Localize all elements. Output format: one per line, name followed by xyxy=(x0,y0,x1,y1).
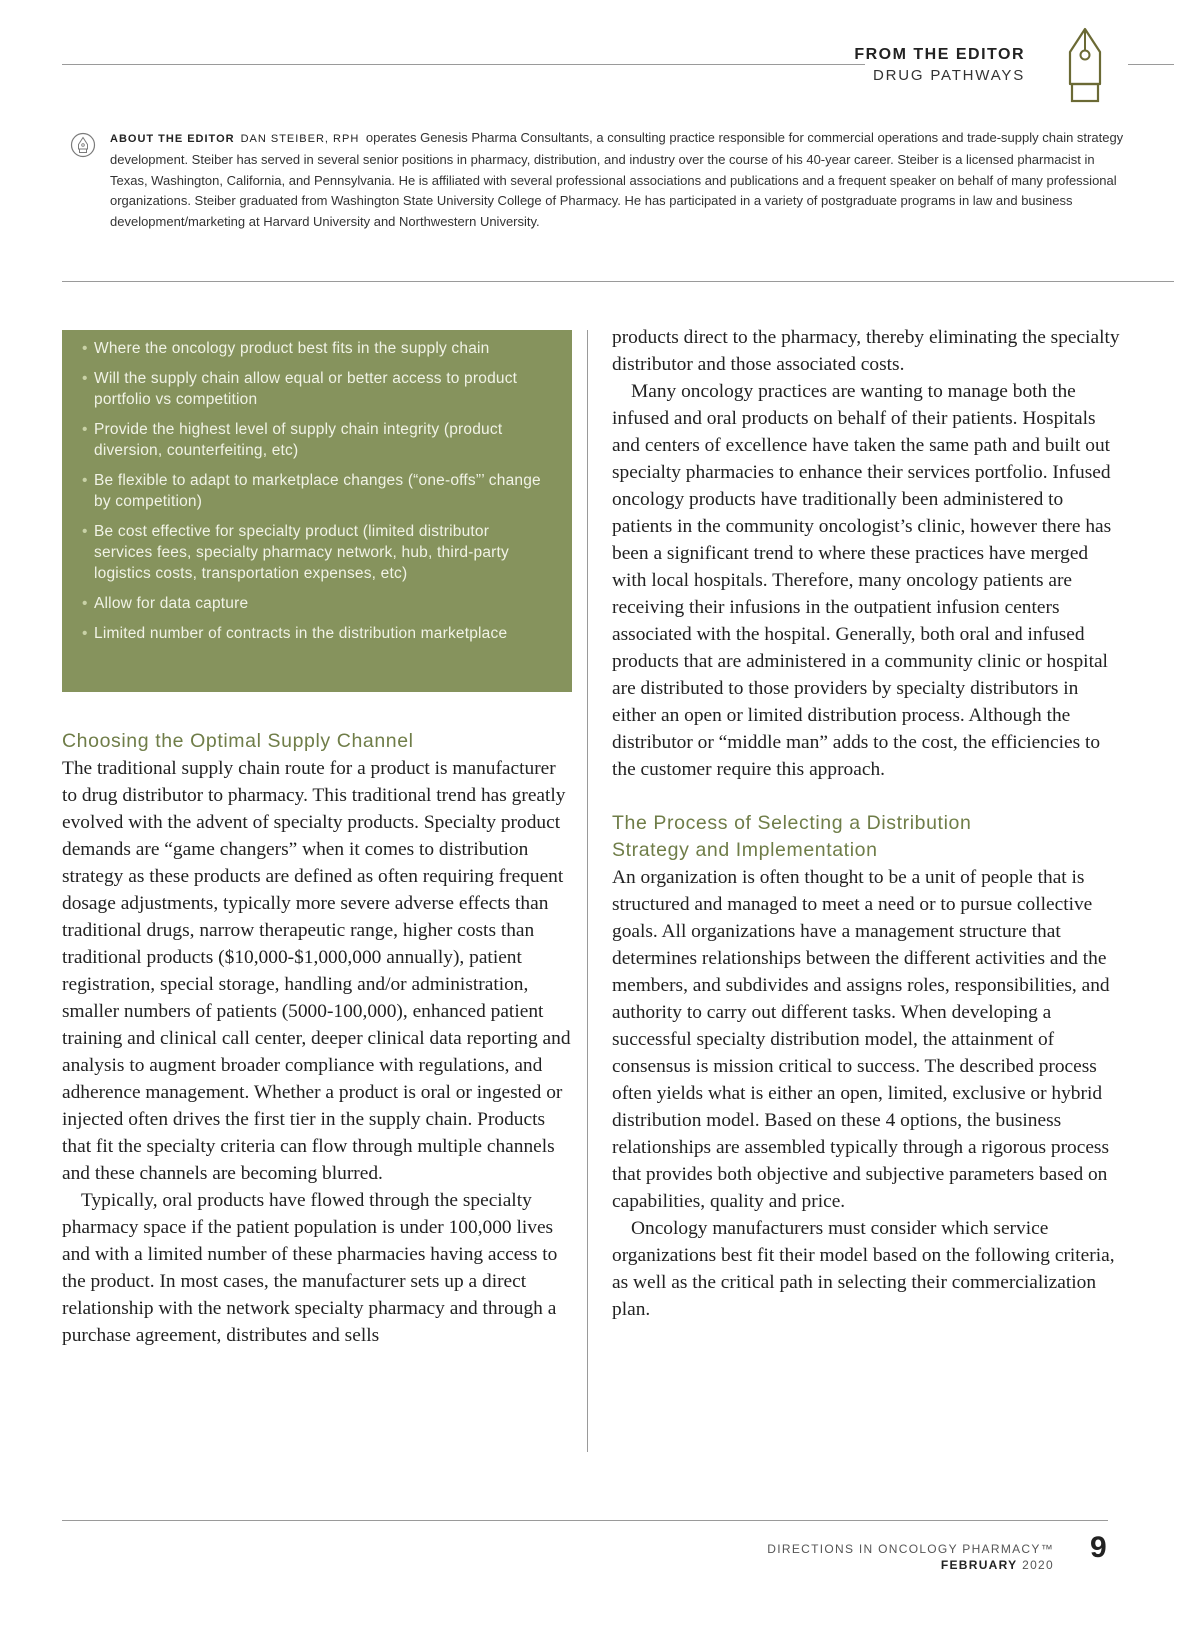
section-title: FROM THE EDITOR xyxy=(854,46,1025,63)
section-header xyxy=(854,46,1025,84)
section-heading-supply-channel: Choosing the Optimal Supply Channel xyxy=(62,730,414,752)
section-heading-distribution-strategy xyxy=(612,810,1122,864)
column-divider xyxy=(587,330,588,1452)
criteria-item: • Where the oncology product best fits in the supply chain xyxy=(82,338,552,359)
publication-name: DIRECTIONS IN ONCOLOGY PHARMACY™ xyxy=(767,1542,1054,1556)
right-column xyxy=(612,324,1122,1323)
footer-publication xyxy=(767,1541,1054,1573)
header-rule-right xyxy=(1128,64,1174,65)
about-the-editor xyxy=(110,128,1130,233)
criteria-item: • Provide the highest level of supply chain integrity (product diversion, counterfeiting, etc) xyxy=(82,419,552,461)
criteria-sidebar-box xyxy=(62,330,572,692)
criteria-list xyxy=(82,338,552,644)
body-paragraph: products direct to the pharmacy, thereby eliminating the specialty distributor and those associated costs. xyxy=(612,327,1120,375)
heading-line: Strategy and Implementation xyxy=(612,839,878,861)
editor-badge-icon xyxy=(70,132,96,158)
body-paragraph: The traditional supply chain route for a product is manufacturer to drug distributor to pharmacy. This traditional trend has greatly evolved with the advent of specialty products. Specialty product demands are “game changers” when it comes to distribution strategy as these products are defined as often requiring frequent dosage adjustments, typically more severe adverse effects than traditional drugs, narrow therapeutic range, higher costs than traditional products ($10,000-$1,000,000 annually), patient registration, special storage, handling and/or administration, smaller numbers of patients (5000-100,000), enhanced patient training and clinical call center, deeper clinical data reporting and analysis to augment broader compliance with regulations, and adherence management. Whether a product is oral or ingested or injected often drives the first tier in the supply chain. Products that fit the specialty criteria can flow through multiple channels and these channels are becoming blurred. xyxy=(62,758,571,1184)
criteria-item: • Limited number of contracts in the distribution marketplace xyxy=(82,623,552,644)
section-subtitle: DRUG PATHWAYS xyxy=(872,67,1025,84)
pen-nib-logo-icon xyxy=(1060,26,1110,104)
body-paragraph: Oncology manufacturers must consider which service organizations best fit their model based on the following criteria, as well as the critical path in selecting their commercialization plan. xyxy=(612,1218,1115,1320)
body-paragraph: Typically, oral products have flowed through the specialty pharmacy space if the patient population is under 100,000 lives and with a limited number of these pharmacies having access to the product. In most cases, the manufacturer sets up a direct relationship with the network specialty pharmacy and through a purchase agreement, distributes and sells xyxy=(62,1190,558,1346)
criteria-item: • Will the supply chain allow equal or better access to product portfolio vs competition xyxy=(82,368,552,410)
criteria-item: • Allow for data capture xyxy=(82,593,552,614)
issue-year: 2020 xyxy=(1022,1558,1054,1572)
issue-month: FEBRUARY xyxy=(940,1558,1018,1572)
editor-name: DAN STEIBER, RPH xyxy=(240,133,360,145)
body-paragraph: An organization is often thought to be a unit of people that is structured and managed to meet a need or to pursue collective goals. All organizations have a management structure that determines relationships between the different activities and the members, and subdivides and assigns roles, responsibilities, and authority to carry out different tasks. When developing a successful specialty distribution model, the attainment of consensus is mission critical to success. The described process often yields what is either an open, limited, exclusive or hybrid distribution model. Based on these 4 options, the business relationships are assembled typically through a rigorous process that provides both objective and subjective parameters based on capabilities, quality and price. xyxy=(612,867,1110,1212)
about-rule xyxy=(62,281,1174,282)
footer-rule xyxy=(62,1520,1108,1521)
about-lead: ABOUT THE EDITOR xyxy=(110,133,235,145)
body-paragraph: Many oncology practices are wanting to manage both the infused and oral products on behalf of their patients. Hospitals and centers of excellence have taken the same path and built out specialty pharmacies to enhance their services portfolio. Infused oncology products have traditionally been administered to patients in the community oncologist’s clinic, however there has been a significant trend to where these practices have merged with local hospitals. Therefore, many oncology patients are receiving their infusions in the outpatient infusion centers associated with the hospital. Generally, both oral and infused products that are administered in a community clinic or hospital are distributed to those providers by specialty distributors in either an open or limited distribution process. Although the distributor or “middle man” adds to the cost, the efficiencies to the customer require this approach. xyxy=(612,381,1112,780)
page-number: 9 xyxy=(1090,1531,1107,1564)
heading-line: The Process of Selecting a Distribution xyxy=(612,812,972,834)
criteria-item: • Be flexible to adapt to marketplace changes (“one-offs”’ change by competition) xyxy=(82,470,552,512)
editor-bio: operates Genesis Pharma Consultants, a consulting practice responsible for commercial operations and trade-supply chain strategy development. Steiber has served in several senior positions in pharmacy, distribution, and industry over the course of his 40-year career. Steiber is a licensed pharmacist in Texas, Washington, California, and Pennsylvania. He is affiliated with several professional associations and publications and a frequent speaker on behalf of many professional organizations. Steiber graduated from Washington State University College of Pharmacy. He has participated in a variety of postgraduate programs in law and business development/marketing at Harvard University and Northwestern University. xyxy=(110,130,1124,230)
criteria-item: • Be cost effective for specialty product (limited distributor services fees, specialty pharmacy network, hub, third-party logistics costs, transportation expenses, etc) xyxy=(82,521,552,584)
left-column xyxy=(62,728,572,1349)
header-rule-left xyxy=(62,64,865,65)
